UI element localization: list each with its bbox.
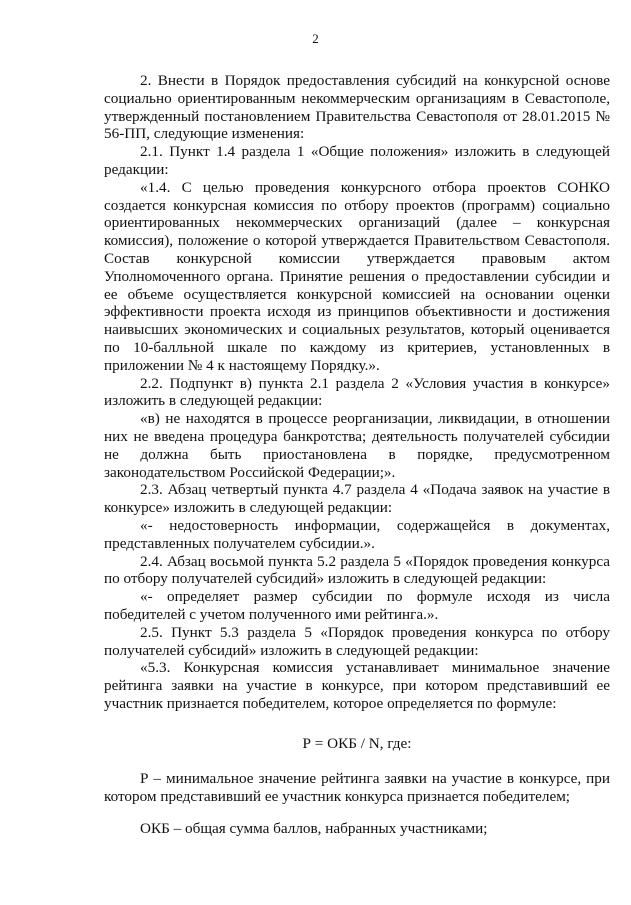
paragraph-quote-unreliability: «- недостоверность информации, содержащейся в документах, представленных получателем субсидии.».: [104, 516, 610, 552]
formula: Р = ОКБ / N, где:: [302, 734, 412, 752]
page-number: 2: [312, 31, 319, 46]
definition-p: Р – минимальное значение рейтинга заявки на участие в конкурсе, при котором представивший ее участник конкурса признается победителем;: [104, 770, 610, 806]
paragraph-quote-1-4: «1.4. С целью проведения конкурсного отбора проектов СОНКО создается конкурсная комиссия по отбору проектов (программ) социально ориентированных некоммерческих организаций (далее – конкурсная комиссия), положение о которой утверждается Правительством Севастополя. Состав конкурсной комиссии утверждается правовым актом Уполномоченного органа. Принятие решения о предоставлении субсидии и ее объеме осуществляется конкурсной комиссией на основании оценки эффективности проекта исходя из принципов объективности и достижения наивысших экономических и социальных результатов, который оценивается по 10-балльной шкале по каждому из критериев, установленных в приложении № 4 к настоящему Порядку.».: [104, 178, 610, 374]
paragraph-quote-formula-size: «- определяет размер субсидии по формуле исходя из числа победителей с учетом полученного ими рейтинга.».: [104, 588, 610, 623]
paragraph-item-2: 2. Внести в Порядок предоставления субсидий на конкурсной основе социально ориентированным некоммерческим организациям в Севастополе, утвержденный постановлением Правительства Севастополя от 28.01.2015 № 56-ПП, следующие изменения:: [104, 72, 610, 143]
paragraph-quote-v: «в) не находятся в процессе реорганизации, ликвидации, в отношении них не введена процедура банкротства; деятельность получателей субсидии не должна быть приостановлена в порядке, предусмотренном законодательством Российской Федерации;».: [104, 410, 610, 481]
paragraph-item-2-2: 2.2. Подпункт в) пункта 2.1 раздела 2 «Условия участия в конкурсе» изложить в следующей редакции:: [104, 374, 610, 410]
document-body: [104, 72, 610, 838]
paragraph-item-2-4: 2.4. Абзац восьмой пункта 5.2 раздела 5 «Порядок проведения конкурса по отбору получателей субсидий» изложить в следующей редакции:: [104, 552, 610, 588]
paragraph-quote-5-3: «5.3. Конкурсная комиссия устанавливает минимальное значение рейтинга заявки на участие в конкурсе, при котором представивший ее участник признается победителем, которое определяется по формуле:: [104, 659, 610, 712]
definition-okb: ОКБ – общая сумма баллов, набранных участниками;: [140, 820, 488, 838]
paragraph-item-2-3: 2.3. Абзац четвертый пункта 4.7 раздела 4 «Подача заявок на участие в конкурсе» изложить в следующей редакции:: [104, 481, 610, 517]
paragraph-item-2-5: 2.5. Пункт 5.3 раздела 5 «Порядок проведения конкурса по отбору получателей субсидий» изложить в следующей редакции:: [104, 623, 610, 659]
paragraph-item-2-1: 2.1. Пункт 1.4 раздела 1 «Общие положения» изложить в следующей редакции:: [104, 143, 610, 178]
